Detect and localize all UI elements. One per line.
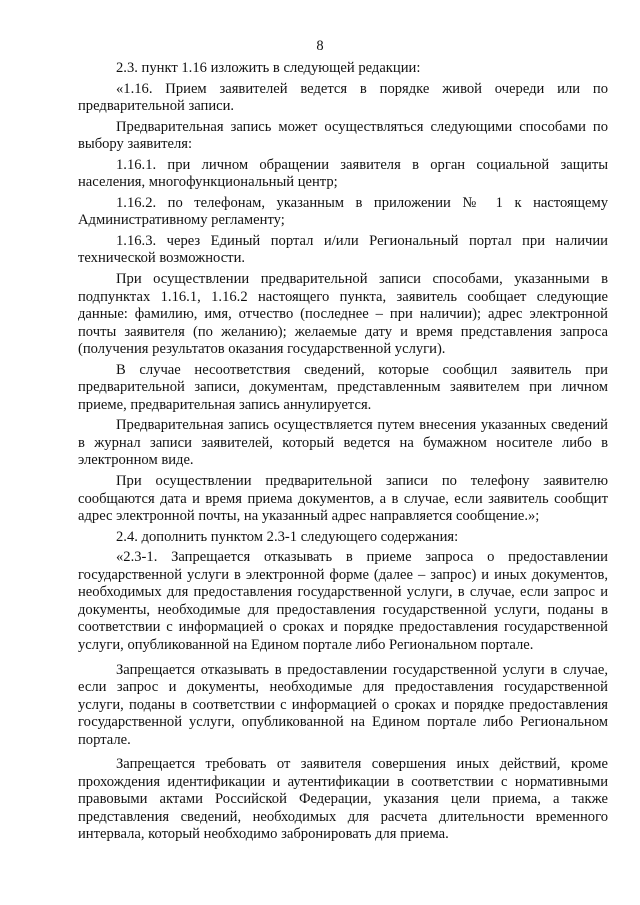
paragraph-booking-data: При осуществлении предварительной записи способами, указанными в подпунктах 1.16.1, 1.16.2 настоящего пункта, заявитель сообщает следующие данные: фамилию, имя, отчество (последнее – при наличии); адрес электронной почты заявителя (по желанию); желаемые дату и время представления запроса (получения результатов оказания государственной услуги). [78,271,608,358]
paragraph-item-2-3: 2.3. пункт 1.16 изложить в следующей редакции: [116,60,421,76]
paragraph-extra-actions-prohibition: Запрещается требовать от заявителя совершения иных действий, кроме прохождения идентификации и аутентификации в соответствии с нормативными правовыми актами Российской Федерации, указания цели приема, а также представления сведений, необходимых для расчета длительности временного интервала, который необходимо забронировать для приема. [78,756,608,843]
paragraph-phone-booking: При осуществлении предварительной записи по телефону заявителю сообщаются дата и время приема документов, а в случае, если заявитель сообщит адрес электронной почты, на указанный адрес направляется сообщение.»; [78,473,608,525]
paragraph-item-1-16-3: 1.16.3. через Единый портал и/или Региональный портал при наличии технической возможности. [78,232,608,267]
paragraph-item-2-3-1: «2.3-1. Запрещается отказывать в приеме запроса о предоставлении государственной услуги в электронной форме (далее – запрос) и иных документов, необходимых для предоставления государственной услуги, в случае, если запрос и документы, необходимые для предоставления государственной услуги, поданы в соответствии с информацией о сроках и порядке предоставления государственной услуги, опубликованной на Едином портале либо Региональном портале. [78,549,608,653]
document-body [78,60,608,847]
paragraph-item-2-4: 2.4. дополнить пунктом 2.3-1 следующего содержания: [116,528,459,545]
paragraph-item-1-16-2: 1.16.2. по телефонам, указанным в приложении № 1 к настоящему Административному регламенту; [78,194,608,229]
paragraph-booking-journal: Предварительная запись осуществляется путем внесения указанных сведений в журнал записи заявителей, который ведется на бумажном носителе либо в электронном виде. [78,417,608,469]
page-number: 8 [316,38,324,54]
paragraph-refusal-prohibition: Запрещается отказывать в предоставлении государственной услуги в случае, если запрос и документы, необходимые для предоставления государственной услуги, поданы в соответствии с информацией о сроках и порядке предоставления государственной услуги, опубликованной на Едином портале либо Региональном портале. [78,661,608,748]
paragraph-item-1-16: «1.16. Прием заявителей ведется в порядке живой очереди или по предварительной записи. [78,80,608,115]
paragraph-booking-methods: Предварительная запись может осуществляться следующими способами по выбору заявителя: [78,118,608,153]
paragraph-item-1-16-1: 1.16.1. при личном обращении заявителя в орган социальной защиты населения, многофункциональный центр; [78,156,608,191]
paragraph-booking-cancellation: В случае несоответствия сведений, которые сообщил заявитель при предварительной записи, документам, представленным заявителем при личном приеме, предварительная запись аннулируется. [78,361,608,413]
